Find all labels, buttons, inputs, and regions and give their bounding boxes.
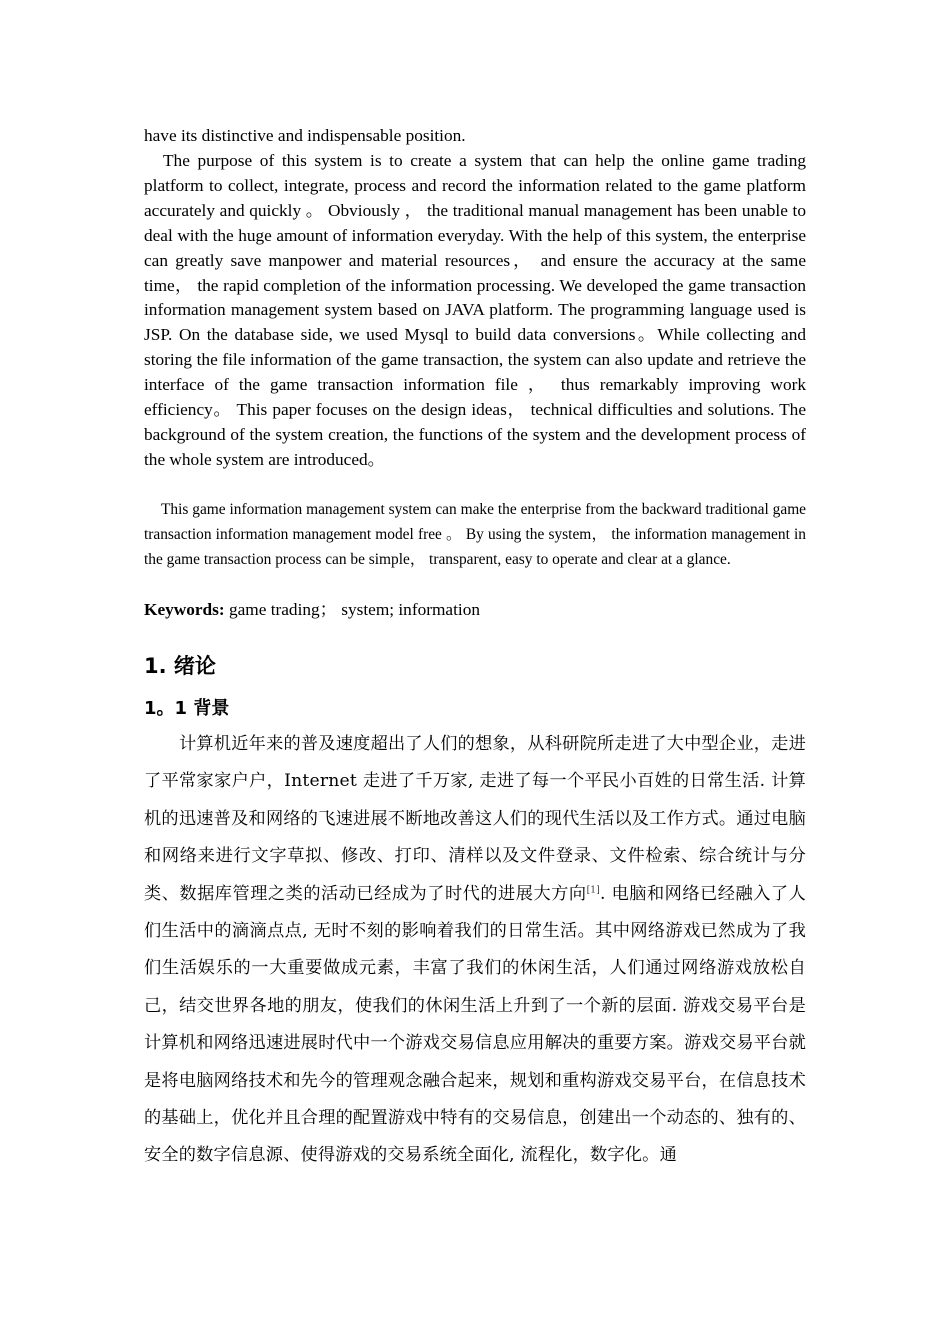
citation-marker: [1]	[586, 884, 600, 895]
keywords-line	[144, 598, 806, 623]
abstract-line-continued: have its distinctive and indispensable position.	[144, 126, 466, 145]
keywords-label: Keywords:	[144, 600, 225, 619]
abstract-paragraph-1: The purpose of this system is to create a system that can help the online game trading platform to collect, integrate, process and record the information related to the game platform accurately and quickly 。 Obviously ， the traditional manual management has been unable to deal with the huge amount of information everyday. With the help of this system, the enterprise can greatly save manpower and material resources， and ensure the accuracy at the same time， the rapid completion of the information processing. We developed the game transaction information management system based on JAVA platform. The programming language used is JSP. On the database side, we used Mysql to build data conversions。While collecting and storing the file information of the game transaction, the system can also update and retrieve the interface of the game transaction information file ， thus remarkably improving work efficiency。 This paper focuses on the design ideas， technical difficulties and solutions. The background of the system creation, the functions of the system and the development process of the whole system are introduced。	[144, 151, 806, 469]
abstract-paragraph-2: This game information management system can make the enterprise from the backward traditional game transaction information management model free 。 By using the system， the information management in the game transaction process can be simple， transparent, easy to operate and clear at a glance.	[144, 501, 806, 568]
keywords-text: game trading； system; information	[224, 600, 480, 619]
subsection-heading: 1。1 背景	[144, 698, 230, 719]
background-text-b: . 电脑和网络已经融入了人们生活中的滴滴点点, 无时不刻的影响着我们的日常生活。其中网络游戏已然成为了我们生活娱乐的一大重要做成元素，丰富了我们的休闲生活，人们通过网络游戏放松自己，结交世界各地的朋友，使我们的休闲生活上升到了一个新的层面. 游戏交易平台是计算机和网络迅速进展时代中一个游戏交易信息应用解决的重要方案。游戏交易平台就是将电脑网络技术和先今的管理观念融合起来，规划和重构游戏交易平台，在信息技术的基础上，优化并且合理的配置游戏中特有的交易信息，创建出一个动态的、独有的、安全的数字信息源、使得游戏的交易系统全面化, 流程化，数字化。通	[144, 883, 806, 1166]
background-paragraph	[144, 726, 806, 1175]
background-text-a: 计算机近年来的普及速度超出了人们的想象，从科研院所走进了大中型企业，走进了平常家家户户，Internet 走进了千万家, 走进了每一个平民小百姓的日常生活. 计算机的迅速普及和网络的飞速进展不断地改善这人们的现代生活以及工作方式。通过电脑和网络来进行文字草拟、修改、打印、清样以及文件登录、文件检索、综合统计与分类、数据库管理之类的活动已经成为了时代的进展大方向	[144, 734, 806, 904]
section-heading: 1. 绪论	[144, 654, 216, 678]
